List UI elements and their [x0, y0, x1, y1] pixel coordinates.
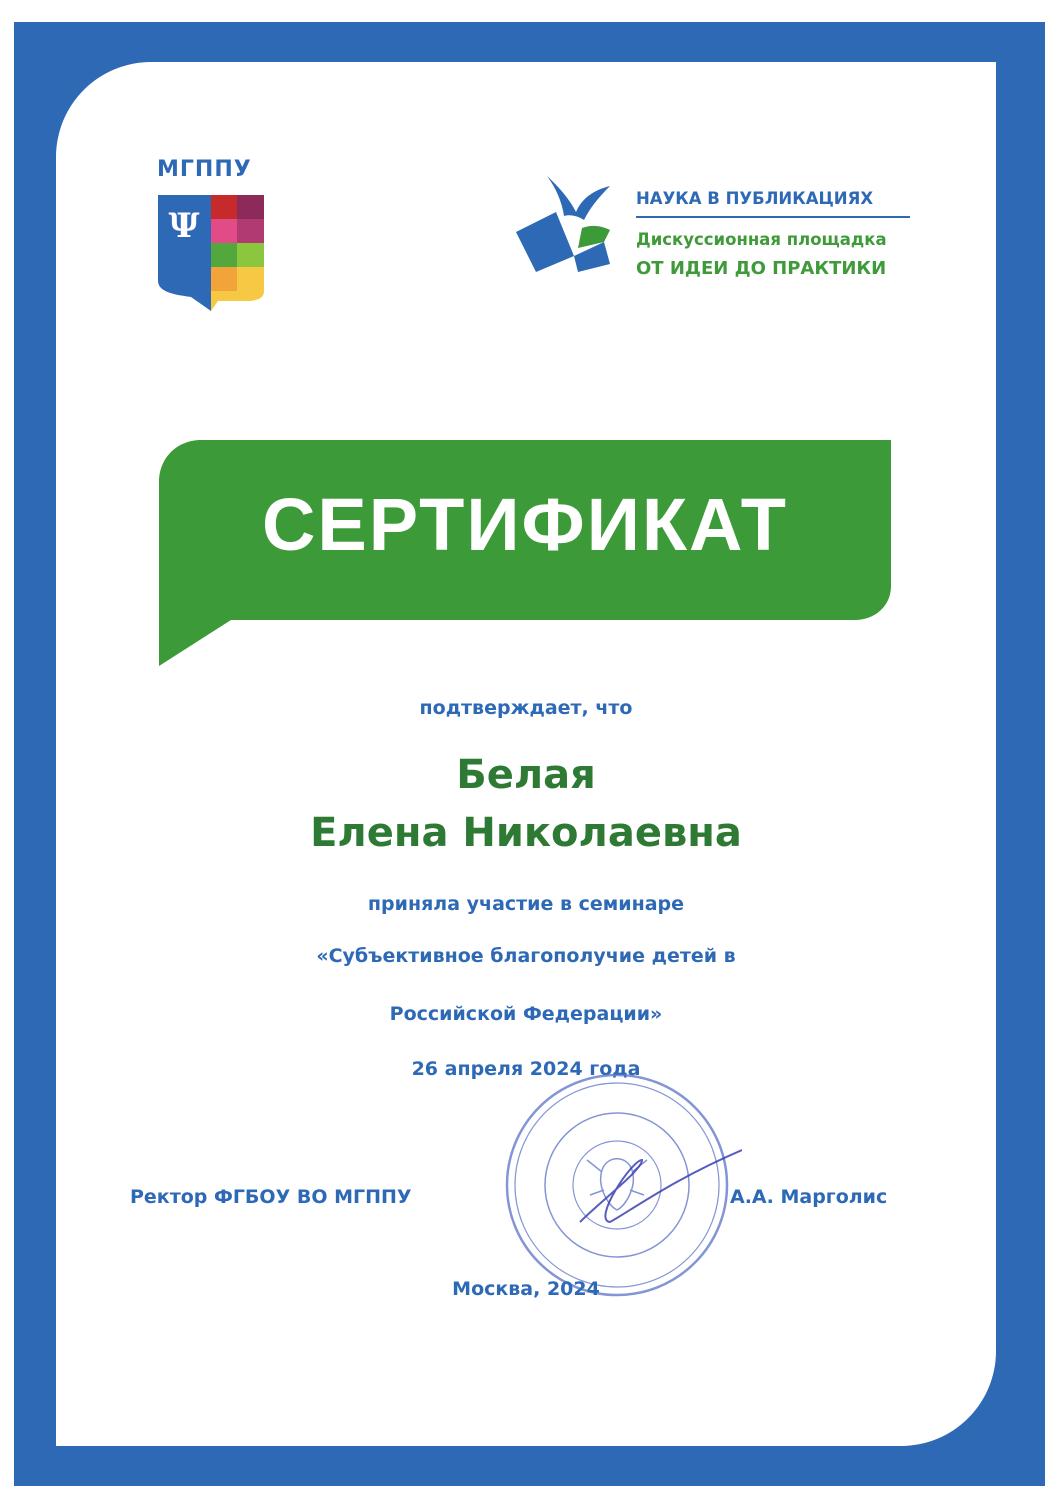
event-date: 26 апреля 2024 года	[411, 1058, 641, 1080]
mgppu-logo-icon	[158, 195, 264, 311]
discussion-platform-label: Дискуссионная площадка	[636, 230, 887, 249]
confirms-text: подтверждает, что	[419, 697, 633, 719]
science-publications-title: НАУКА В ПУБЛИКАЦИЯХ	[636, 189, 874, 208]
logo-divider-line	[636, 216, 910, 218]
from-idea-to-practice-label: ОТ ИДЕИ ДО ПРАКТИКИ	[636, 258, 887, 279]
svg-text:Ψ: Ψ	[168, 206, 200, 246]
signatory-position: Ректор ФГБОУ ВО МГППУ	[130, 1186, 412, 1208]
mgppu-logo-text: МГППУ	[157, 157, 252, 182]
official-stamp-seal	[492, 1060, 742, 1310]
event-title-line-1: «Субъективное благополучие детей в	[316, 945, 736, 967]
recipient-given-names: Елена Николаевна	[310, 810, 742, 856]
signatory-name: А.А. Марголис	[730, 1186, 888, 1208]
event-title-line-2: Российской Федерации»	[389, 1003, 663, 1025]
recipient-surname: Белая	[456, 752, 596, 798]
participation-text: приняла участие в семинаре	[367, 893, 685, 915]
certificate-title: СЕРТИФИКАТ	[261, 483, 789, 566]
science-publications-logo-icon	[512, 168, 622, 278]
place-and-year: Москва, 2024	[452, 1278, 600, 1300]
